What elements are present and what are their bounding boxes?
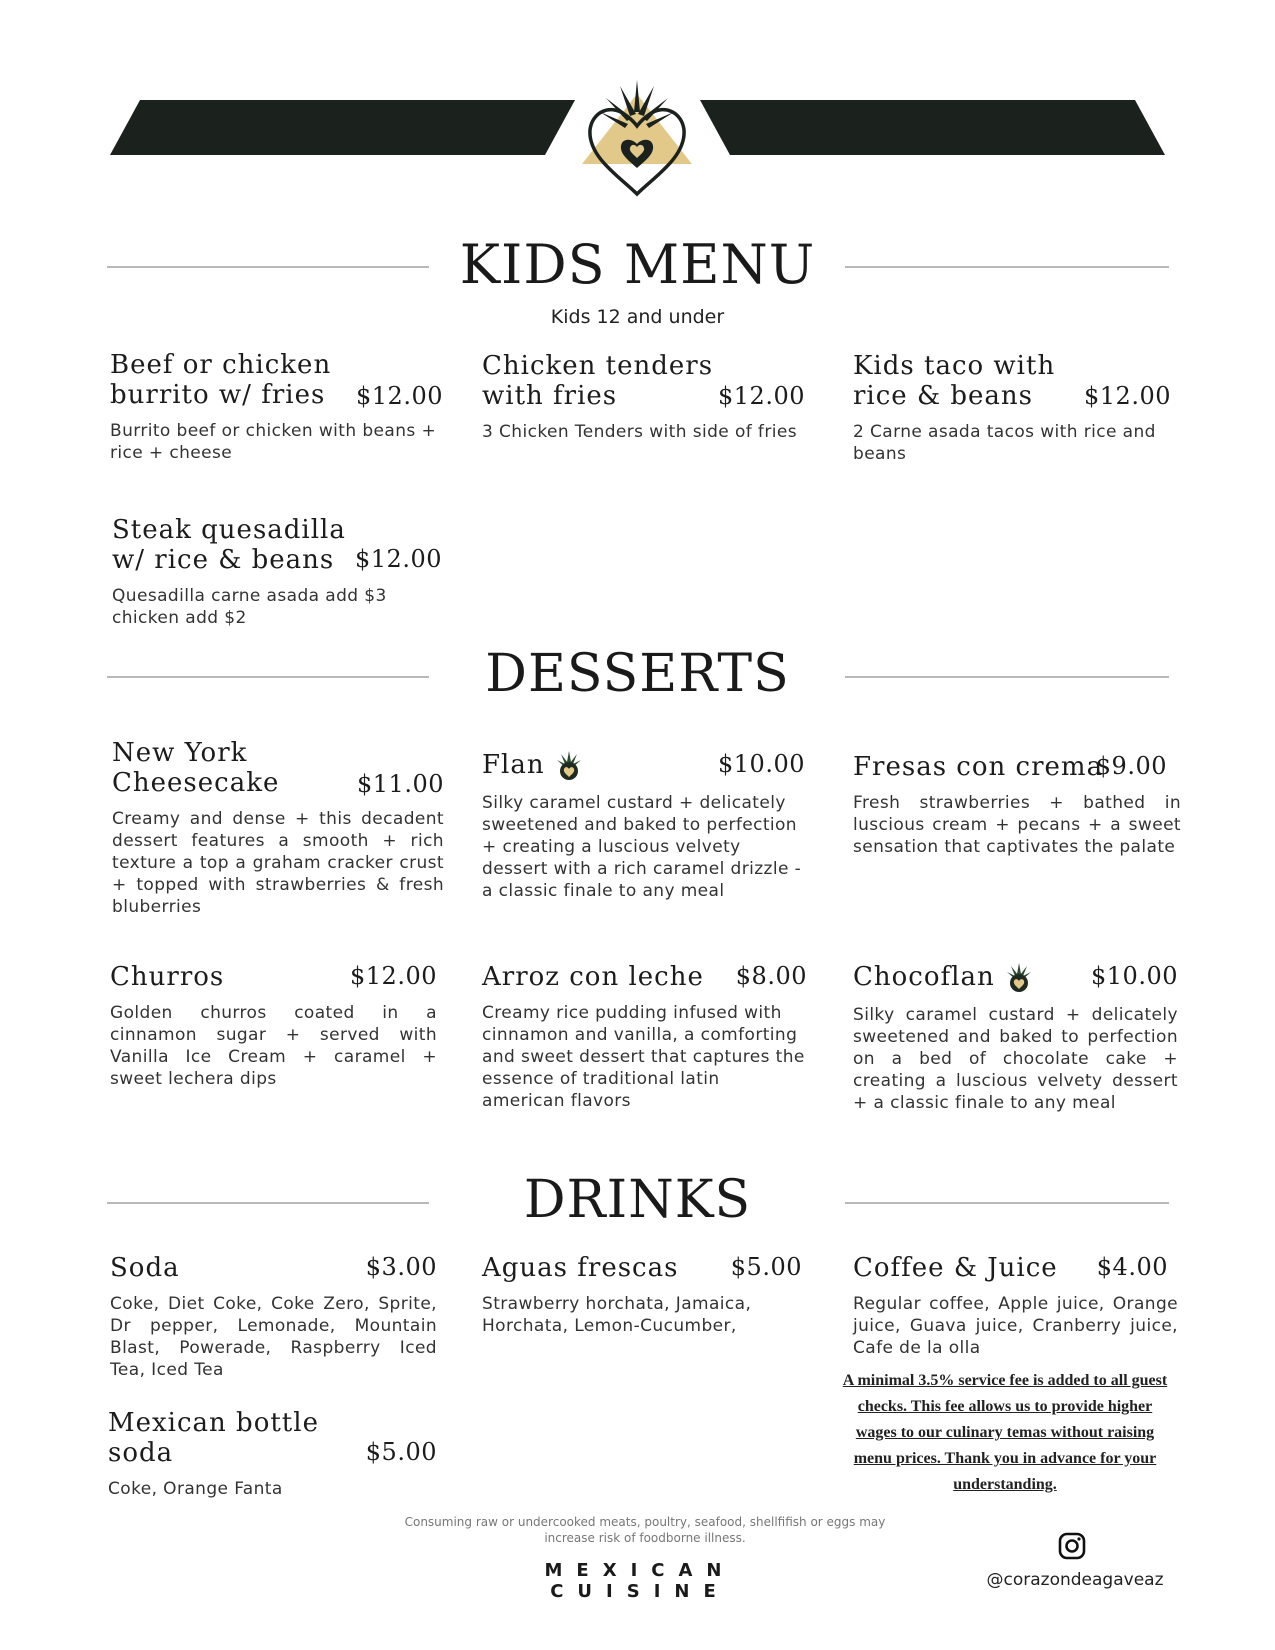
item-description: Silky caramel custard + delicately sweetened and baked to perfection + creating a luscious velvety dessert with a rich caramel drizzle - a classic finale to any meal (482, 793, 802, 901)
header-banner-left (110, 100, 575, 155)
item-price: $3.00 (365, 1253, 437, 1281)
menu-item (482, 962, 807, 1112)
item-description: Creamy and dense + this decadent dessert features a smooth + rich texture a top a graham cracker crust + topped with strawberries & fresh bluberries (112, 809, 444, 917)
agave-heart-icon (555, 750, 583, 782)
item-description: Quesadilla carne asada add $3 chicken add $2 (112, 586, 387, 628)
instagram-handle[interactable]: @corazondeagaveaz (986, 1570, 1164, 1590)
menu-item (112, 738, 444, 918)
item-price: $12.00 (350, 962, 437, 990)
header-banner-right (700, 100, 1165, 155)
menu-item (853, 1253, 1178, 1359)
menu-item (110, 962, 437, 1090)
food-safety-disclaimer: Consuming raw or undercooked meats, poultry, seafood, shellfifish or eggs may increase risk of foodborne illness. (404, 1515, 886, 1545)
item-name: Churros (110, 962, 225, 992)
item-description: Coke, Orange Fanta (108, 1479, 283, 1499)
item-name: Flan (482, 750, 545, 780)
item-price: $12.00 (356, 382, 443, 410)
item-name: New York Cheesecake (112, 738, 280, 798)
menu-item (482, 351, 805, 443)
item-description: Creamy rice pudding infused with cinnamon and vanilla, a comforting and sweet dessert that captures the essence of traditional latin american flavors (482, 1003, 805, 1111)
item-name: Steak quesadilla w/ rice & beans (112, 515, 346, 575)
menu-item (110, 1253, 437, 1381)
kids-menu-title: KIDS MENU (459, 233, 816, 296)
menu-item (482, 1253, 802, 1337)
agave-heart-icon (1005, 962, 1033, 994)
menu-item (853, 752, 1181, 858)
item-price: $12.00 (355, 545, 442, 573)
item-name: Chocoflan (853, 962, 995, 992)
menu-item (853, 962, 1178, 1114)
item-name: Chicken tenders with fries (482, 351, 714, 411)
footer-tagline: MEXICAN CUISINE (544, 1560, 736, 1602)
item-price: $12.00 (1084, 382, 1171, 410)
item-description: 3 Chicken Tenders with side of fries (482, 422, 797, 442)
item-price: $10.00 (1091, 962, 1178, 990)
service-fee-notice: A minimal 3.5% service fee is added to all guest checks. This fee allows us to provide higher wages to our culinary temas without raising menu prices. Thank you in advance for your understanding. (842, 1372, 1168, 1493)
instagram-icon[interactable] (1058, 1532, 1086, 1560)
drinks-title: DRINKS (523, 1170, 752, 1230)
menu-item (110, 350, 443, 464)
item-name: Fresas con crema (853, 752, 1104, 782)
item-price: $10.00 (718, 750, 805, 778)
item-name: Mexican bottle soda (108, 1408, 319, 1468)
item-name: Soda (110, 1253, 180, 1283)
item-description: Golden churros coated in a cinnamon sugar + served with Vanilla Ice Cream + caramel + sweet lechera dips (110, 1003, 437, 1089)
agave-heart-logo (580, 72, 695, 197)
item-description: Burrito beef or chicken with beans + rice + cheese (110, 421, 437, 463)
item-description: Coke, Diet Coke, Coke Zero, Sprite, Dr pepper, Lemonade, Mountain Blast, Powerade, Raspberry Iced Tea, Iced Tea (110, 1294, 437, 1380)
item-description: 2 Carne asada tacos with rice and beans (853, 422, 1156, 464)
item-description: Silky caramel custard + delicately sweetened and baked to perfection on a bed of chocolate cake + creating a luscious velvety dessert + a classic finale to any meal (853, 1005, 1178, 1113)
item-price: $9.00 (1095, 752, 1167, 780)
item-name: Beef or chicken burrito w/ fries (110, 350, 332, 410)
item-name: Coffee & Juice (853, 1253, 1058, 1283)
item-name: Aguas frescas (482, 1253, 679, 1283)
item-price: $12.00 (718, 382, 805, 410)
item-description: Fresh strawberries + bathed in luscious cream + pecans + a sweet sensation that captivates the palate (853, 793, 1181, 857)
kids-menu-subtitle: Kids 12 and under (550, 306, 725, 328)
item-name: Arroz con leche (482, 962, 704, 992)
item-description: Strawberry horchata, Jamaica, Horchata, Lemon-Cucumber, (482, 1294, 752, 1336)
menu-item (482, 750, 805, 902)
desserts-title: DESSERTS (485, 644, 790, 704)
item-price: $4.00 (1096, 1253, 1168, 1281)
item-name: Kids taco with rice & beans (853, 351, 1056, 411)
item-price: $5.00 (730, 1253, 802, 1281)
item-price: $11.00 (357, 770, 444, 798)
item-description: Regular coffee, Apple juice, Orange juice, Guava juice, Cranberry juice, Cafe de la olla (853, 1294, 1178, 1358)
item-price: $8.00 (735, 962, 807, 990)
menu-item (112, 515, 442, 629)
menu-item (108, 1408, 437, 1500)
menu-item (853, 351, 1171, 465)
item-price: $5.00 (365, 1438, 437, 1466)
